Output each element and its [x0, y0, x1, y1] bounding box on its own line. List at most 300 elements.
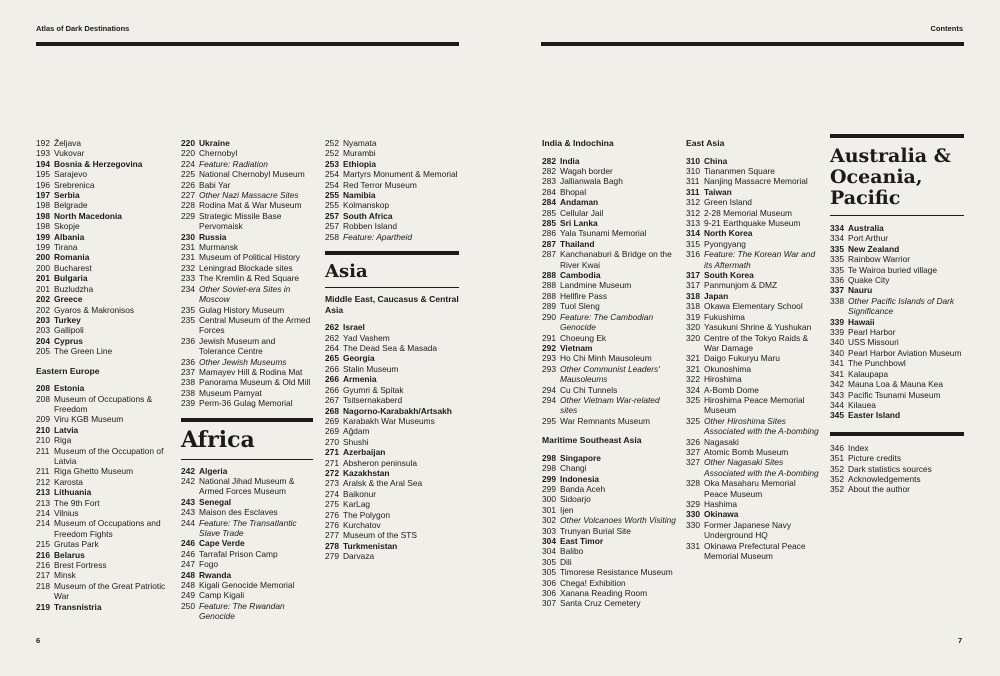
toc-page-number: 248 [181, 580, 195, 591]
toc-page-number: 198 [36, 221, 50, 232]
toc-page-number: 298 [542, 452, 556, 463]
toc-page-number: 271 [325, 457, 339, 468]
toc-entry-title: Yala Tsunami Memorial [560, 228, 647, 239]
toc-entry-title: Dark statistics sources [848, 463, 932, 474]
toc-entry-title: Hashima [704, 499, 738, 509]
toc-entry-title: Lithuania [54, 487, 92, 498]
toc-page-number: 192 [36, 138, 50, 148]
toc-page-number: 254 [325, 169, 339, 180]
toc-entry-title: Stalin Museum [343, 363, 399, 374]
toc-entry [325, 353, 459, 363]
toc-page-number: 342 [830, 379, 844, 390]
toc-page-number: 311 [686, 176, 700, 187]
toc-entry-title: Romania [54, 252, 90, 263]
toc-page-number: 255 [325, 200, 339, 211]
toc-entry-title: Ukraine [199, 138, 230, 148]
toc-page-number: 300 [542, 494, 556, 505]
toc-entry [542, 578, 676, 588]
toc-page-number: 257 [325, 210, 339, 221]
toc-entry [542, 187, 676, 197]
toc-entry [36, 498, 168, 508]
toc-entry-title: Hellfire Pass [560, 290, 608, 301]
toc-entry-title: Sidoarjo [560, 494, 591, 505]
toc-entry-title: 9-21 Earthquake Museum [704, 218, 801, 229]
toc-page-number: 282 [542, 166, 556, 176]
toc-entry-title: Tiananmen Square [704, 166, 775, 176]
toc-entry [830, 244, 964, 254]
toc-entry [325, 180, 459, 190]
toc-entry [325, 333, 459, 343]
toc-page-number: 224 [181, 158, 195, 169]
toc-entry [36, 570, 168, 580]
toc-entry-title: Easter Island [848, 410, 901, 421]
toc-entry [542, 166, 676, 176]
toc-entry-title: Rwanda [199, 569, 232, 580]
toc-entry-title: Kolmanskop [343, 200, 390, 211]
section-africa [181, 418, 313, 460]
toc-entry [36, 336, 168, 346]
toc-entry-title: Other Nagasaki Sites Associated with the A-bombing [704, 457, 819, 478]
toc-page-number: 294 [542, 394, 556, 405]
toc-page-number: 216 [36, 549, 50, 560]
toc-entry-title: Pearl Harbor Aviation Museum [848, 347, 962, 358]
toc-entry-title: The Polygon [343, 509, 391, 520]
toc-entry-title: Bulgaria [54, 273, 88, 284]
toc-column-2 [181, 138, 313, 622]
toc-page-number: 229 [181, 210, 195, 221]
toc-page-number: 205 [36, 346, 50, 357]
region-heading: East Asia [686, 138, 725, 148]
toc-entry [36, 435, 168, 445]
toc-page-number: 202 [36, 294, 50, 305]
toc-page-number: 285 [542, 218, 556, 229]
toc-entry [181, 232, 313, 242]
toc-entry-title: Dili [560, 556, 572, 567]
toc-page-number: 253 [325, 158, 339, 169]
toc-page-number: 269 [325, 415, 339, 426]
toc-entry [181, 357, 313, 367]
toc-entry [325, 395, 459, 405]
toc-entry [181, 315, 313, 336]
toc-entry-title: Cu Chi Tunnels [560, 384, 618, 395]
toc-entry [325, 426, 459, 436]
toc-entry-title: Aralsk & the Aral Sea [343, 478, 423, 489]
toc-entry [325, 364, 459, 374]
toc-entry-title: Bucharest [54, 262, 92, 273]
toc-entry-title: Grutas Park [54, 539, 99, 550]
toc-entry-title: Željava [54, 138, 81, 148]
toc-entry [686, 541, 820, 562]
toc-entry [542, 208, 676, 218]
toc-entry-title: Taiwan [704, 186, 732, 197]
toc-entry-title: Perm-36 Gulag Memorial [199, 398, 293, 409]
toc-entry-title: Museum of Occupations & Freedom [54, 393, 153, 414]
page-number-left: 6 [36, 636, 41, 645]
toc-entry [181, 305, 313, 315]
toc-entry [686, 437, 820, 447]
toc-page-number: 326 [686, 436, 700, 447]
toc-entry-title: Acknowledgements [848, 473, 921, 484]
toc-entry [686, 312, 820, 322]
toc-entry-title: Strategic Missile Base Pervomaisk [199, 210, 282, 232]
toc-page-number: 271 [325, 447, 339, 458]
toc-page-number: 306 [542, 577, 556, 588]
toc-entry-title: National Chernobyl Museum [199, 169, 305, 180]
toc-page-number: 314 [686, 228, 700, 239]
toc-entry [542, 291, 676, 301]
toc-entry [181, 538, 313, 548]
toc-entry-title: Brest Fortress [54, 560, 107, 571]
toc-page-number: 236 [181, 335, 195, 346]
toc-entry-title: South Africa [343, 210, 393, 221]
toc-page-number: 231 [181, 242, 195, 253]
toc-entry-title: Timorese Resistance Museum [560, 567, 673, 578]
toc-entry-title: Rainbow Warrior [848, 254, 911, 265]
toc-entry [325, 447, 459, 457]
toc-entry [830, 254, 964, 264]
toc-page-number: 247 [181, 559, 195, 570]
toc-page-number: 338 [830, 295, 844, 306]
toc-entry-title: China [704, 155, 728, 166]
toc-entry-title: Yad Vashem [343, 332, 390, 343]
toc-page-number: 267 [325, 395, 339, 406]
toc-entry-title: Riga Ghetto Museum [54, 466, 134, 477]
toc-page-number: 313 [686, 218, 700, 229]
toc-entry [830, 337, 964, 347]
toc-entry [325, 551, 459, 561]
toc-entry-title: Landmine Museum [560, 280, 632, 291]
toc-entry-title: The 9th Fort [54, 497, 100, 508]
toc-page-number: 310 [686, 155, 700, 166]
toc-page-number: 243 [181, 496, 195, 507]
toc-entry-title: Chega! Exhibition [560, 577, 626, 588]
toc-entry-title: Srebrenica [54, 179, 95, 190]
toc-entry-title: Other Volcanoes Worth Visiting [560, 515, 676, 526]
toc-entry [36, 581, 168, 602]
toc-entry-title: Kazakhstan [343, 467, 390, 478]
toc-page-number: 198 [36, 200, 50, 211]
toc-entry-title: Choeung Ek [560, 332, 607, 343]
toc-page-number: 214 [36, 518, 50, 529]
toc-entry [325, 148, 459, 158]
toc-entry [686, 166, 820, 176]
toc-entry [686, 353, 820, 363]
toc-entry-title: Banda Aceh [560, 483, 606, 494]
toc-entry [181, 466, 313, 476]
toc-entry [686, 301, 820, 311]
toc-entry [542, 395, 676, 416]
toc-entry-title: Cellular Jail [560, 207, 604, 218]
toc-entry [686, 239, 820, 249]
toc-entry [181, 580, 313, 590]
toc-entry-title: Murmansk [199, 242, 239, 253]
toc-page-number: 238 [181, 377, 195, 388]
toc-entry-title: Ijen [560, 504, 574, 515]
toc-entry [830, 474, 964, 484]
toc-entry-title: Nanjing Massacre Memorial [704, 176, 808, 187]
toc-page-number: 208 [36, 383, 50, 394]
toc-page-number: 266 [325, 363, 339, 374]
toc-page-number: 329 [686, 499, 700, 509]
toc-entry-title: Israel [343, 322, 365, 333]
toc-entry [181, 377, 313, 387]
toc-entry-title: Japan [704, 290, 729, 301]
toc-entry-title: Port Arthur [848, 233, 889, 244]
page-number-right: 7 [958, 636, 963, 645]
toc-entry [542, 312, 676, 333]
toc-page-number: 242 [181, 465, 195, 476]
toc-page-number: 258 [325, 231, 339, 242]
toc-page-number: 334 [830, 233, 844, 244]
toc-entry [686, 176, 820, 186]
toc-entry [36, 138, 168, 148]
toc-entry [325, 138, 459, 148]
toc-entry-title: Andaman [560, 197, 599, 208]
toc-column-3 [325, 138, 459, 562]
toc-entry-title: Gyumri & Spitak [343, 384, 404, 395]
header-rule-left [36, 42, 459, 46]
toc-entry-title: Fogo [199, 559, 219, 570]
toc-entry-title: Karabakh War Museums [343, 415, 435, 426]
toc-page-number: 203 [36, 325, 50, 336]
toc-page-number: 341 [830, 358, 844, 369]
toc-entry-title: Quake City [848, 275, 890, 286]
toc-entry-title: Riga [54, 435, 72, 446]
toc-page-number: 306 [542, 588, 556, 599]
toc-entry-title: Kurchatov [343, 519, 381, 530]
toc-entry [181, 398, 313, 408]
toc-page-number: 295 [542, 415, 556, 426]
toc-entry [181, 507, 313, 517]
toc-entry [830, 390, 964, 400]
toc-page-number: 303 [542, 525, 556, 536]
toc-page-number: 250 [181, 600, 195, 611]
toc-page-number: 286 [542, 228, 556, 239]
toc-entry-title: Mamayev Hill & Rodina Mat [199, 366, 303, 377]
toc-entry-title: Former Japanese Navy Underground HQ [704, 519, 792, 541]
toc-page-number: 339 [830, 316, 844, 327]
toc-entry-title: Other Communist Leaders' Mausoleums [560, 363, 660, 385]
toc-page-number: 193 [36, 148, 50, 159]
toc-entry-title: Vilnius [54, 508, 79, 518]
toc-entry [542, 536, 676, 546]
toc-entry [686, 478, 820, 499]
toc-entry [542, 228, 676, 238]
toc-entry [181, 549, 313, 559]
toc-entry-title: Pyongyang [704, 238, 746, 249]
toc-entry [325, 541, 459, 551]
toc-entry-title: Algeria [199, 465, 228, 476]
toc-page-number: 304 [542, 546, 556, 557]
toc-entry [325, 232, 459, 242]
toc-entry-title: Okunoshima [704, 363, 752, 374]
end-matter-rule [830, 432, 964, 436]
toc-entry [830, 275, 964, 285]
toc-entry [830, 358, 964, 368]
toc-entry-title: Karosta [54, 476, 83, 487]
toc-entry-title: Murambi [343, 148, 376, 159]
toc-page-number: 317 [686, 270, 700, 281]
toc-entry [36, 252, 168, 262]
toc-entry [542, 494, 676, 504]
toc-entry [542, 270, 676, 280]
toc-entry [542, 333, 676, 343]
toc-page-number: 293 [542, 353, 556, 364]
toc-page-number: 312 [686, 207, 700, 218]
toc-entry-title: Absheron peninsula [343, 457, 418, 468]
toc-entry-title: Sri Lanka [560, 218, 598, 229]
toc-entry [830, 233, 964, 243]
toc-entry [36, 284, 168, 294]
toc-entry-title: Senegal [199, 496, 232, 507]
toc-entry [542, 239, 676, 249]
toc-column-5 [686, 138, 820, 561]
toc-page-number: 272 [325, 467, 339, 478]
toc-entry-title: Other Soviet-era Sites in Moscow [199, 283, 291, 305]
toc-entry-title: North Macedonia [54, 210, 122, 221]
toc-entry-title: Buzludzha [54, 283, 94, 294]
toc-entry-title: Balibo [560, 546, 584, 557]
toc-page-number: 218 [36, 580, 50, 591]
toc-entry [830, 464, 964, 474]
toc-entry [325, 458, 459, 468]
toc-page-number: 257 [325, 221, 339, 232]
toc-entry-title: Jewish Museum and Tolerance Centre [199, 335, 276, 357]
region-heading: Middle East, Caucasus & Central Asia [325, 294, 459, 315]
toc-page-number: 194 [36, 158, 50, 169]
toc-entry [542, 484, 676, 494]
toc-page-number: 289 [542, 301, 556, 312]
toc-page-number: 232 [181, 262, 195, 273]
toc-entry-title: Museum of the STS [343, 530, 418, 541]
toc-entry [181, 252, 313, 262]
toc-page-number: 285 [542, 207, 556, 218]
toc-entry-title: Belarus [54, 549, 85, 560]
toc-page-number: 219 [36, 601, 50, 612]
toc-entry [542, 218, 676, 228]
toc-entry-title: Mauna Loa & Mauna Kea [848, 379, 943, 390]
toc-page-number: 276 [325, 509, 339, 520]
toc-page-number: 199 [36, 242, 50, 253]
toc-page-number: 264 [325, 343, 339, 354]
toc-entry [830, 296, 964, 317]
toc-entry [36, 425, 168, 435]
toc-entry [36, 221, 168, 231]
toc-entry-title: Transnistria [54, 601, 102, 612]
toc-entry-title: Okawa Elementary School [704, 301, 803, 312]
toc-page-number: 327 [686, 457, 700, 468]
toc-entry-title: The Dead Sea & Masada [343, 343, 438, 354]
toc-page-number: 287 [542, 238, 556, 249]
toc-entry-title: Gallipoli [54, 325, 84, 336]
toc-page-number: 335 [830, 264, 844, 275]
toc-page-number: 288 [542, 290, 556, 301]
toc-entry-title: Leningrad Blockade sites [199, 262, 293, 273]
toc-entry-title: Jallianwala Bagh [560, 176, 623, 187]
toc-entry [542, 416, 676, 426]
toc-page-number: 302 [542, 515, 556, 526]
toc-entry [181, 284, 313, 305]
toc-entry [36, 242, 168, 252]
toc-page-number: 210 [36, 435, 50, 446]
toc-entry [36, 446, 168, 467]
toc-page-number: 291 [542, 332, 556, 343]
toc-entry-title: Hiroshima [704, 374, 742, 385]
toc-page-number: 352 [830, 484, 844, 495]
toc-entry [36, 190, 168, 200]
toc-entry [181, 476, 313, 497]
toc-page-number: 319 [686, 311, 700, 322]
region-heading: India & Indochina [542, 138, 614, 148]
toc-entry-title: Museum of Occupations and Freedom Fights [54, 518, 161, 539]
toc-entry [686, 218, 820, 228]
toc-entry-title: Thailand [560, 238, 595, 249]
toc-entry-title: Wagah border [560, 166, 613, 176]
toc-page-number: 216 [36, 560, 50, 571]
toc-entry-title: Namibia [343, 190, 376, 201]
toc-entry [36, 305, 168, 315]
toc-entry-title: Red Terror Museum [343, 179, 417, 190]
toc-entry [181, 570, 313, 580]
toc-entry-title: About the author [848, 484, 910, 495]
section-australia-oceania [830, 134, 964, 216]
toc-entry-title: Other Jewish Museums [199, 356, 287, 367]
toc-page-number: 248 [181, 569, 195, 580]
toc-entry-title: The Kremlin & Red Square [199, 273, 300, 284]
toc-entry [686, 228, 820, 238]
toc-page-number: 328 [686, 478, 700, 489]
toc-entry-title: Australia [848, 223, 884, 233]
toc-page-number: 299 [542, 473, 556, 484]
toc-entry [542, 546, 676, 556]
toc-entry-title: Estonia [54, 383, 85, 394]
toc-entry-title: Kilauea [848, 399, 876, 410]
toc-page-number: 341 [830, 368, 844, 379]
toc-entry [325, 159, 459, 169]
toc-entry-title: Tarrafal Prison Camp [199, 548, 278, 559]
toc-page-number: 322 [686, 374, 700, 385]
toc-page-number: 227 [181, 190, 195, 201]
toc-entry [325, 437, 459, 447]
toc-page-number: 201 [36, 273, 50, 284]
toc-entry [686, 208, 820, 218]
toc-page-number: 301 [542, 504, 556, 515]
toc-entry [36, 148, 168, 158]
toc-entry [686, 447, 820, 457]
toc-entry-title: National Jihad Museum & Armed Forces Museum [199, 475, 295, 497]
toc-page-number: 346 [830, 442, 844, 453]
toc-entry [542, 598, 676, 608]
toc-entry-title: Xanana Reading Room [560, 588, 648, 599]
toc-page-number: 274 [325, 488, 339, 499]
toc-entry-title: Azerbaijan [343, 447, 386, 458]
toc-entry [181, 138, 313, 148]
toc-entry-title: Greece [54, 294, 83, 305]
toc-entry [36, 602, 168, 612]
toc-entry [181, 200, 313, 210]
toc-entry [181, 388, 313, 398]
toc-entry-title: Kalaupapa [848, 368, 889, 379]
toc-page-number: 273 [325, 478, 339, 489]
toc-page-number: 226 [181, 179, 195, 190]
toc-entry-title: Daigo Fukuryu Maru [704, 353, 780, 364]
toc-entry-title: Other Vietnam War-related sites [560, 394, 660, 416]
toc-entry [686, 270, 820, 280]
toc-page-number: 345 [830, 410, 844, 421]
toc-entry [542, 197, 676, 207]
toc-entry-title: Feature: The Korean War and its Aftermath [704, 249, 816, 270]
toc-entry [325, 416, 459, 426]
